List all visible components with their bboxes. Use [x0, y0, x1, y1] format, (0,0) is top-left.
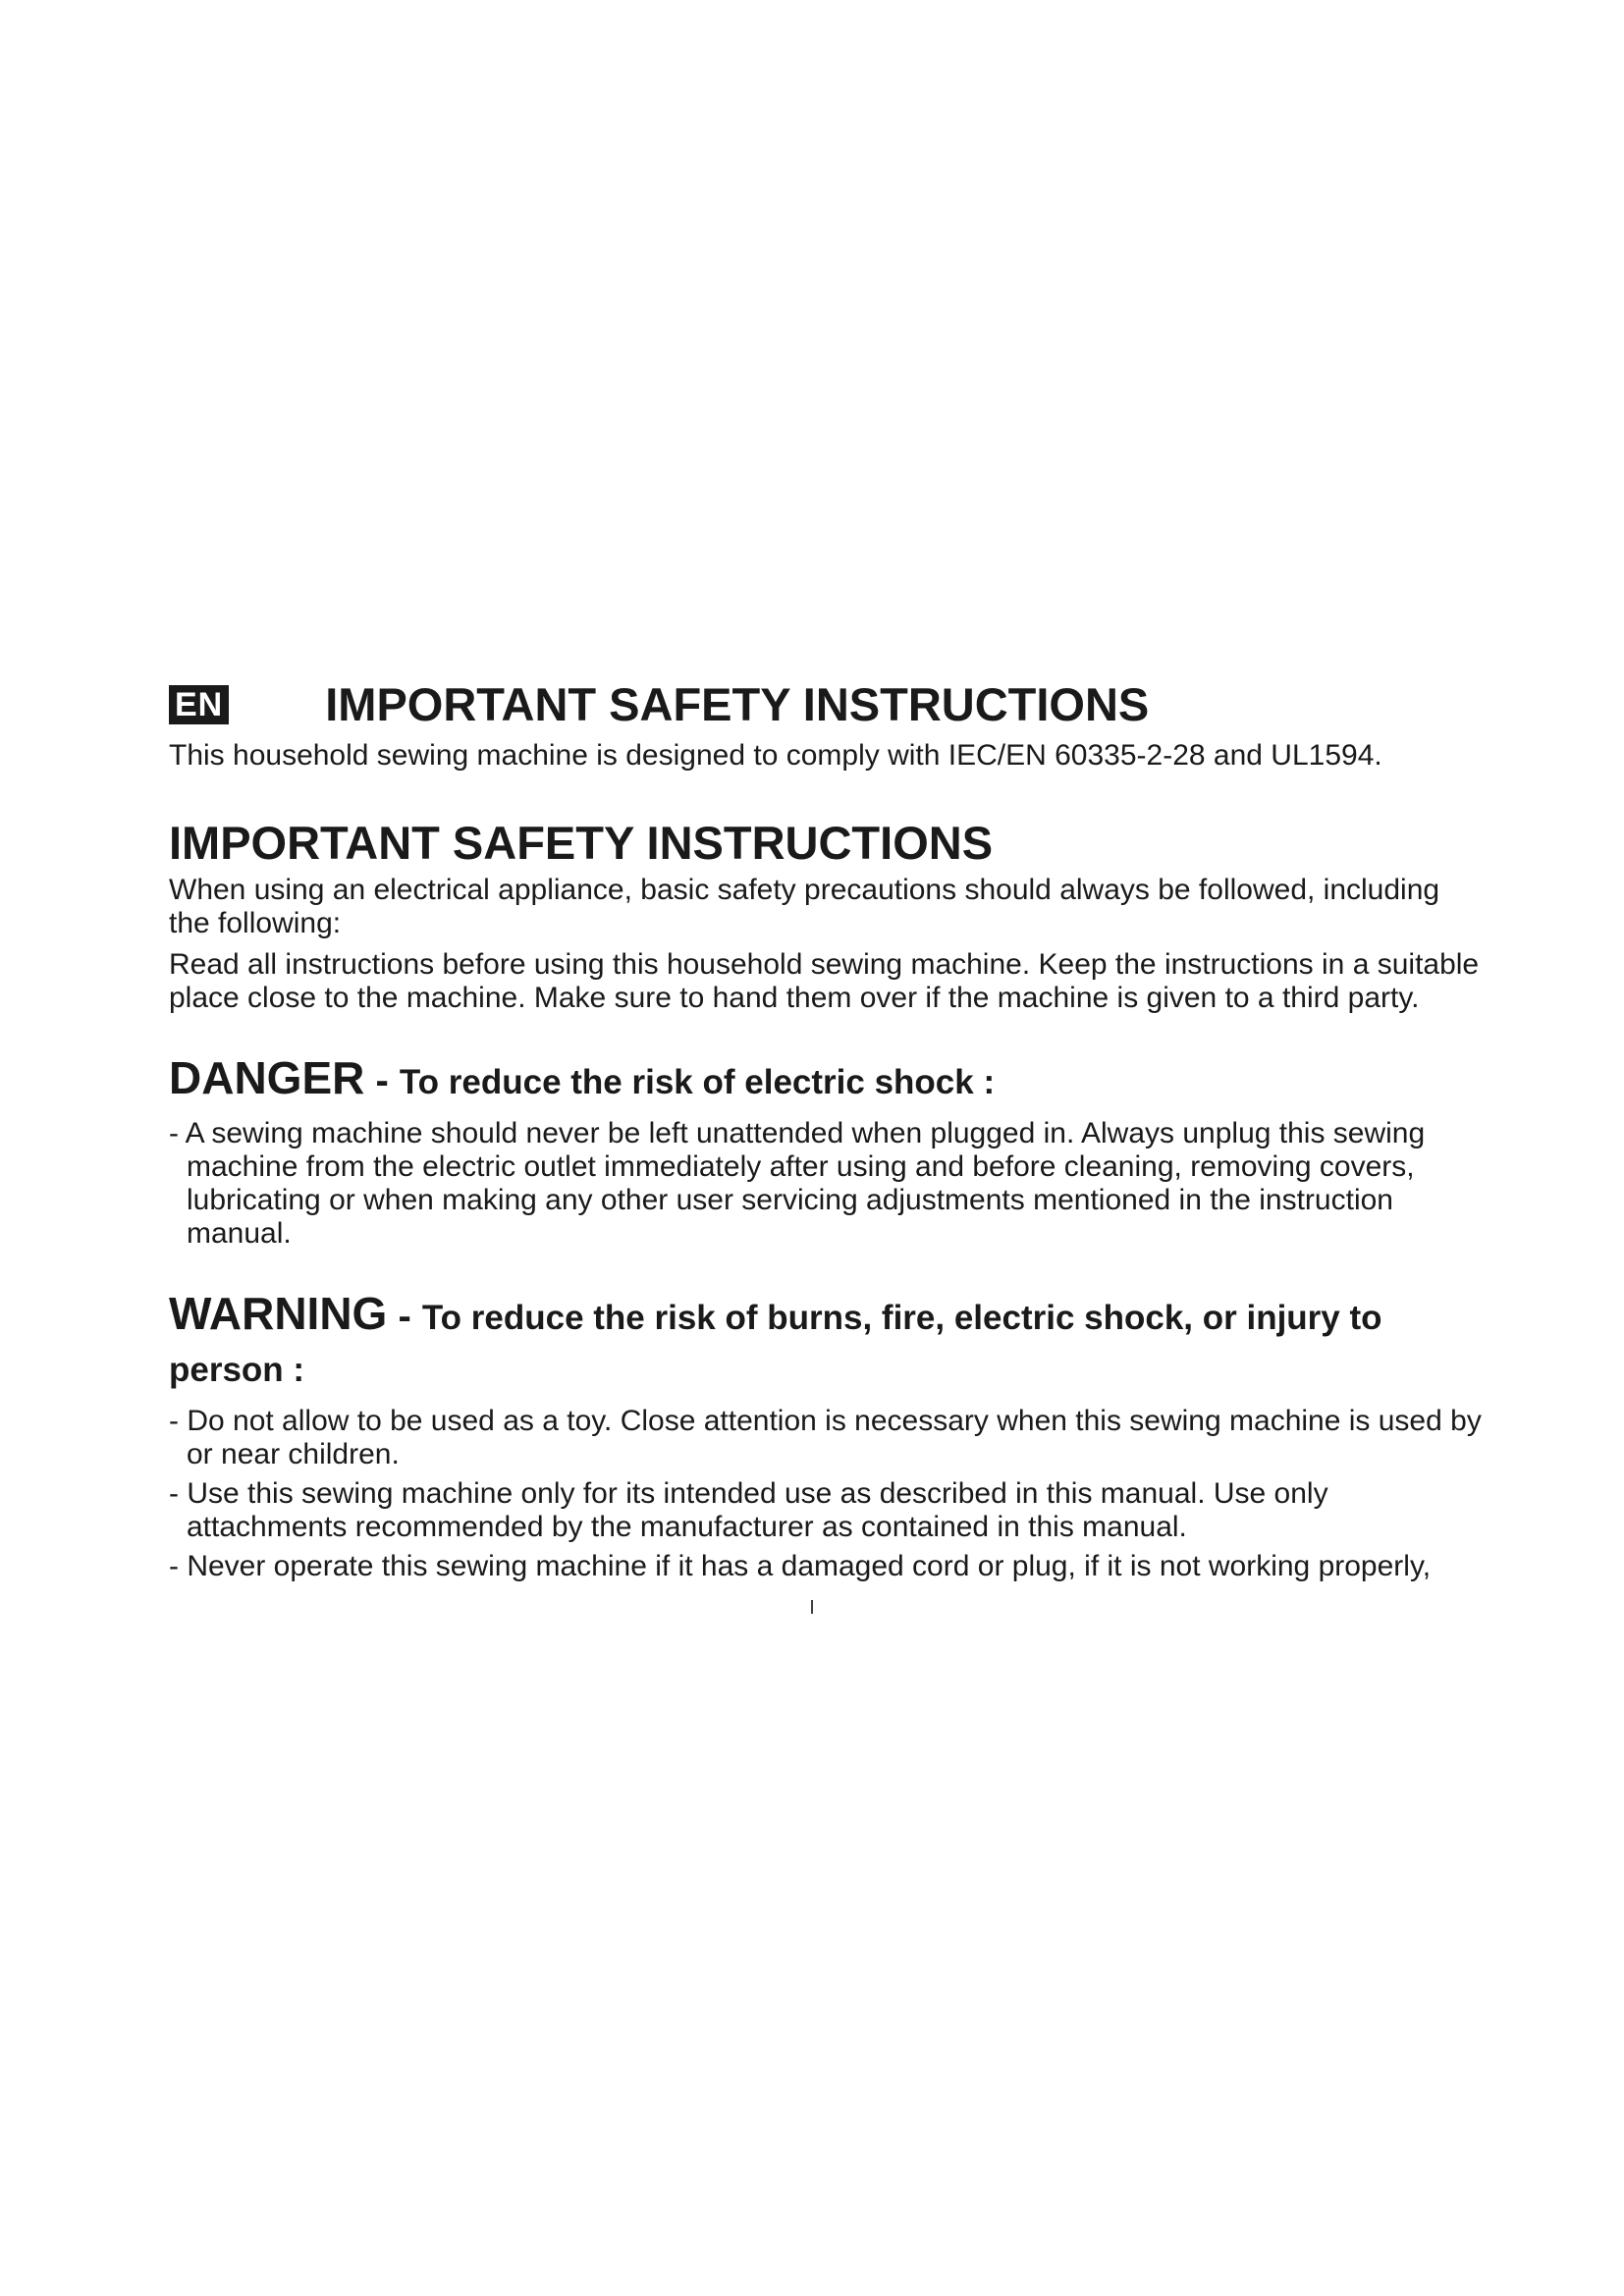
warning-heading	[169, 1290, 1485, 1399]
warning-item: - Use this sewing machine only for its intended use as described in this manual. Use only attachments recommended by the manufacturer as contained in this manual.	[169, 1477, 1328, 1543]
language-badge: EN	[169, 685, 229, 724]
warning-separator: -	[387, 1295, 422, 1338]
title-row	[169, 677, 1485, 732]
page-number: I	[809, 1597, 815, 1619]
danger-separator: -	[364, 1059, 400, 1102]
warning-item: - Never operate this sewing machine if it has a damaged cord or plug, if it is not working properly,	[169, 1550, 1432, 1582]
manual-page	[169, 677, 1485, 1589]
warning-item: - Do not allow to be used as a toy. Close attention is necessary when this sewing machine is used by or near children.	[169, 1405, 1482, 1470]
danger-word: DANGER	[169, 1052, 365, 1103]
danger-list	[169, 1117, 1485, 1251]
warning-description: To reduce the risk of burns, fire, electric shock, or injury to person :	[169, 1299, 1382, 1389]
danger-heading	[169, 1054, 1485, 1111]
compliance-statement: This household sewing machine is designed to comply with IEC/EN 60335-2-28 and UL1594.	[169, 739, 1382, 772]
warning-word: WARNING	[169, 1288, 388, 1339]
safety-read-paragraph: Read all instructions before using this household sewing machine. Keep the instructions in a suitable place close to the machine. Make sure to hand them over if the machine is given to a third party.	[169, 948, 1480, 1014]
page-title: IMPORTANT SAFETY INSTRUCTIONS	[325, 678, 1150, 730]
safety-intro-paragraph: When using an electrical appliance, basic safety precautions should always be followed, including the following:	[169, 874, 1440, 939]
danger-description: To reduce the risk of electric shock :	[399, 1063, 996, 1101]
danger-item: - A sewing machine should never be left unattended when plugged in. Always unplug this sewing machine from the electric outlet immediately after using and before cleaning, removing covers, lubricating or when making any other user servicing adjustments mentioned in the instruction manual.	[169, 1117, 1426, 1250]
warning-list	[169, 1405, 1485, 1583]
safety-section-title: IMPORTANT SAFETY INSTRUCTIONS	[169, 817, 994, 869]
